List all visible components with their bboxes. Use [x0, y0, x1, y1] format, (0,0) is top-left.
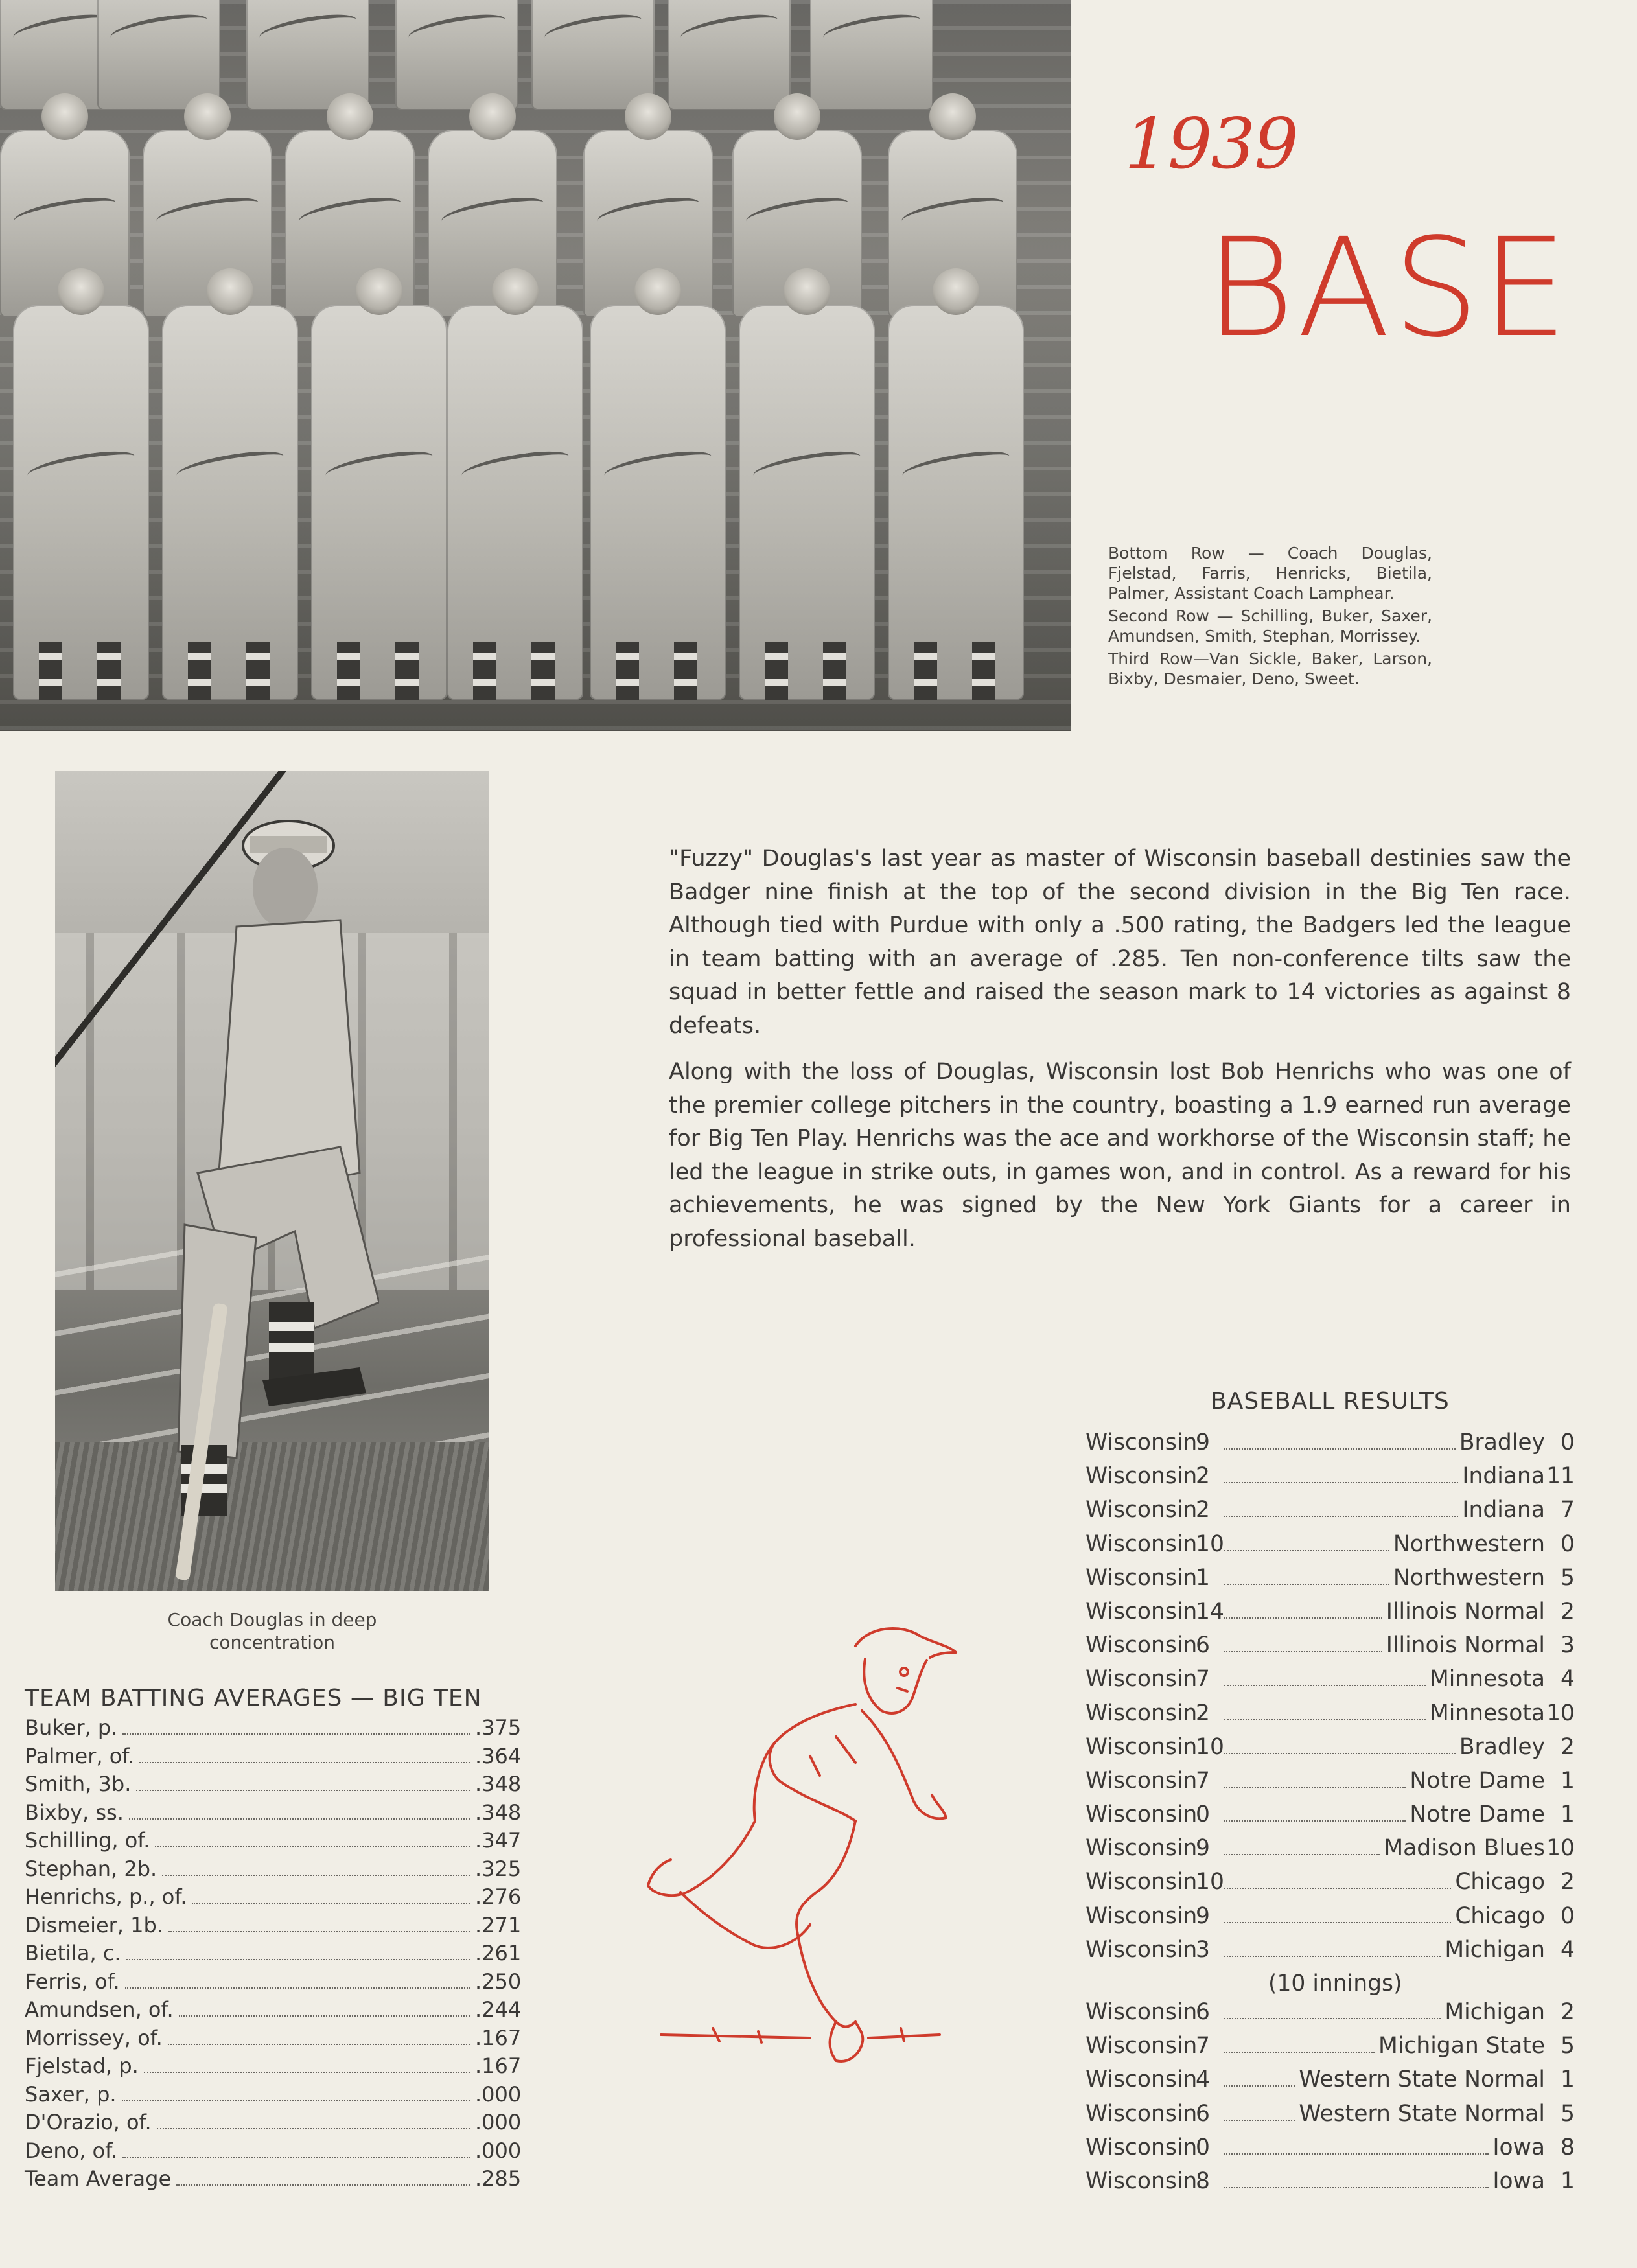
result-team-score: 0 — [1196, 1801, 1210, 1828]
player-cap — [625, 93, 671, 140]
result-team: Wisconsin — [1086, 2134, 1198, 2160]
dot-leader — [157, 2127, 470, 2129]
result-team-score: 8 — [1196, 2168, 1210, 2194]
result-opponent-score: 2 — [1561, 1999, 1575, 2025]
player-cap — [929, 93, 976, 140]
striped-sock — [674, 642, 697, 700]
player-name: Fjelstad, p. — [25, 2054, 139, 2078]
caption-second-row: Second Row — Schilling, Buker, Saxer, Amundsen, Smith, Stephan, Morrissey. — [1108, 607, 1432, 645]
result-row — [1086, 1734, 1575, 1768]
player-figure — [668, 0, 791, 110]
dot-leader — [1224, 1650, 1382, 1652]
result-opponent: Northwestern — [1393, 1531, 1545, 1557]
jersey-script — [297, 194, 402, 230]
batting-row — [25, 1857, 520, 1885]
jersey-script — [900, 447, 1011, 484]
caption-bottom-row: Bottom Row — Coach Douglas, Fjelstad, Farris, Henricks, Bietila, Palmer, Assistant Coach Lamphear. — [1108, 544, 1432, 603]
year-heading: 1939 — [1124, 104, 1297, 185]
player-cap — [184, 93, 231, 140]
dot-leader — [1224, 1887, 1451, 1889]
result-opponent-score: 10 — [1546, 1700, 1575, 1726]
player-cap — [327, 93, 373, 140]
striped-sock — [188, 642, 211, 700]
dot-leader — [179, 2015, 470, 2017]
player-cap — [784, 268, 830, 315]
jersey-script — [12, 194, 117, 230]
jersey-script — [595, 194, 701, 230]
batting-row — [25, 2110, 520, 2138]
result-team-score: 9 — [1196, 1835, 1210, 1862]
result-opponent-score: 5 — [1561, 2033, 1575, 2059]
result-team: Wisconsin — [1086, 1632, 1198, 1659]
result-opponent: Notre Dame — [1410, 1767, 1545, 1794]
jersey-script — [439, 194, 545, 230]
jersey-script — [744, 194, 850, 230]
result-team-score: 6 — [1196, 2100, 1210, 2127]
result-opponent: Minnesota — [1429, 1666, 1545, 1693]
result-team-score: 7 — [1196, 1767, 1210, 1794]
dot-leader — [136, 1789, 470, 1791]
caption-third-row: Third Row—Van Sickle, Baker, Larson, Bixby, Desmaier, Deno, Sweet. — [1108, 649, 1432, 688]
result-team: Wisconsin — [1086, 1429, 1198, 1455]
result-opponent: Madison Blues — [1384, 1835, 1545, 1862]
result-team: Wisconsin — [1086, 1903, 1198, 1929]
coach-figure — [146, 810, 379, 1529]
result-team: Wisconsin — [1086, 2033, 1198, 2059]
result-team: Wisconsin — [1086, 1835, 1198, 1862]
dot-leader — [155, 1846, 470, 1847]
result-team: Wisconsin — [1086, 1497, 1198, 1523]
result-opponent: Michigan — [1445, 1936, 1545, 1963]
result-opponent: Northwestern — [1393, 1564, 1545, 1591]
striped-sock — [616, 642, 639, 700]
result-opponent-score: 2 — [1561, 1869, 1575, 1895]
striped-sock — [972, 642, 995, 700]
dot-leader — [144, 2071, 470, 2073]
player-cap — [634, 268, 681, 315]
dot-leader — [1224, 1853, 1380, 1855]
player-cap — [492, 268, 539, 315]
result-opponent-score: 0 — [1561, 1429, 1575, 1455]
player-cap — [356, 268, 402, 315]
result-row — [1086, 1700, 1575, 1734]
dot-leader — [139, 1761, 470, 1763]
batting-average: .000 — [475, 2081, 522, 2107]
player-name: Ferris, of. — [25, 1969, 120, 1994]
player-name: Stephan, 2b. — [25, 1856, 157, 1881]
player-name: Bixby, ss. — [25, 1799, 124, 1825]
result-team-score: 6 — [1196, 1632, 1210, 1659]
result-opponent: Western State Normal — [1299, 2066, 1545, 2093]
striped-sock — [473, 642, 496, 700]
batting-average: .347 — [475, 1828, 522, 1853]
dot-leader — [1224, 1786, 1406, 1788]
result-opponent-score: 1 — [1561, 2168, 1575, 2194]
result-row — [1086, 1937, 1575, 1971]
striped-sock — [337, 642, 360, 700]
player-name: Team Average — [25, 2166, 172, 2191]
jersey-script — [542, 11, 643, 47]
result-row — [1086, 2168, 1575, 2202]
player-figure — [590, 305, 726, 700]
result-opponent-score: 8 — [1561, 2134, 1575, 2160]
result-team-score: 7 — [1196, 2033, 1210, 2059]
jersey-script — [821, 11, 922, 47]
batting-row — [25, 2026, 520, 2054]
result-opponent: Chicago — [1455, 1869, 1545, 1895]
dot-leader — [1224, 2085, 1295, 2087]
dot-leader — [122, 1733, 470, 1735]
result-opponent-score: 4 — [1561, 1666, 1575, 1693]
dot-leader — [168, 1930, 470, 1932]
result-opponent-score: 10 — [1546, 1835, 1575, 1862]
article-body — [669, 842, 1571, 1269]
batting-average: .364 — [475, 1743, 522, 1768]
result-opponent-score: 2 — [1561, 1733, 1575, 1760]
team-photo-caption — [1108, 543, 1432, 691]
player-name: Amundsen, of. — [25, 1997, 174, 2022]
player-name: Deno, of. — [25, 2138, 118, 2163]
dot-leader — [1224, 1448, 1456, 1450]
batting-average: .167 — [475, 2025, 522, 2050]
result-team: Wisconsin — [1086, 1598, 1198, 1625]
batting-average: .000 — [475, 2110, 522, 2135]
player-name: Bietila, c. — [25, 1941, 121, 1965]
player-cap — [774, 93, 820, 140]
jersey-script — [751, 447, 862, 484]
player-name: D'Orazio, of. — [25, 2110, 152, 2135]
result-team-score: 10 — [1196, 1733, 1224, 1760]
result-opponent: Indiana — [1462, 1463, 1545, 1490]
dot-leader — [122, 2156, 470, 2158]
dot-leader — [176, 2184, 470, 2186]
coach-photo-caption — [55, 1608, 489, 1654]
striped-sock — [246, 642, 270, 700]
batting-average: .000 — [475, 2138, 522, 2163]
batting-row — [25, 2054, 520, 2082]
result-row — [1086, 2033, 1575, 2066]
dot-leader — [1224, 2017, 1441, 2019]
dot-leader — [1224, 2186, 1489, 2188]
batting-average: .348 — [475, 1772, 522, 1796]
result-team-score: 6 — [1196, 1999, 1210, 2025]
batting-row — [25, 2166, 520, 2195]
result-team: Wisconsin — [1086, 1767, 1198, 1794]
result-team: Wisconsin — [1086, 1936, 1198, 1963]
player-figure — [888, 305, 1024, 700]
player-figure — [739, 305, 875, 700]
batting-row — [25, 2082, 520, 2111]
player-name: Morrissey, of. — [25, 2025, 163, 2050]
result-team-score: 10 — [1196, 1531, 1224, 1557]
batting-row — [25, 1828, 520, 1857]
result-opponent: Michigan — [1445, 1999, 1545, 2025]
result-row — [1086, 1599, 1575, 1632]
result-row — [1086, 1429, 1575, 1463]
player-cap — [41, 93, 88, 140]
result-team-score: 4 — [1196, 2066, 1210, 2093]
dot-leader — [162, 1874, 470, 1876]
dot-leader — [1224, 1617, 1382, 1619]
batting-average: .244 — [475, 1997, 522, 2022]
result-team: Wisconsin — [1086, 1666, 1198, 1693]
batting-average: .375 — [475, 1715, 522, 1740]
results-title: BASEBALL RESULTS — [1211, 1388, 1450, 1415]
dot-leader — [1224, 1921, 1451, 1923]
result-opponent-score: 1 — [1561, 2066, 1575, 2093]
result-opponent: Illinois Normal — [1386, 1632, 1545, 1659]
result-team: Wisconsin — [1086, 2100, 1198, 2127]
player-name: Henrichs, p., of. — [25, 1884, 187, 1909]
batting-row — [25, 1941, 520, 1969]
result-note: (10 innings) — [1268, 1971, 1402, 1996]
dot-leader — [1224, 1583, 1389, 1585]
dot-leader — [192, 1902, 470, 1904]
player-cap — [207, 268, 253, 315]
striped-sock — [531, 642, 555, 700]
result-opponent-score: 1 — [1561, 1801, 1575, 1828]
result-team: Wisconsin — [1086, 2066, 1198, 2093]
result-row — [1086, 1497, 1575, 1531]
section-title: BASE — [1205, 209, 1571, 367]
result-team-score: 9 — [1196, 1429, 1210, 1455]
result-team: Wisconsin — [1086, 1869, 1198, 1895]
result-opponent-score: 4 — [1561, 1936, 1575, 1963]
result-opponent: Indiana — [1462, 1497, 1545, 1523]
dot-leader — [1224, 1955, 1441, 1957]
results-table — [1086, 1429, 1575, 2202]
pitcher-sketch — [642, 1607, 1004, 2100]
jersey-script — [406, 11, 507, 47]
player-name: Dismeier, 1b. — [25, 1912, 163, 1938]
batting-table — [25, 1715, 520, 2195]
result-opponent: Illinois Normal — [1386, 1598, 1545, 1625]
dot-leader — [1224, 1549, 1389, 1551]
dot-leader — [125, 1987, 470, 1989]
player-name: Palmer, of. — [25, 1743, 135, 1768]
batting-average: .348 — [475, 1799, 522, 1825]
result-opponent: Western State Normal — [1299, 2100, 1545, 2127]
result-row — [1086, 1531, 1575, 1565]
result-team-score: 3 — [1196, 1936, 1210, 1963]
player-cap — [933, 268, 979, 315]
result-opponent: Iowa — [1492, 2168, 1545, 2194]
jersey-script — [257, 11, 358, 47]
player-name: Buker, p. — [25, 1715, 118, 1740]
dot-leader — [1224, 2119, 1295, 2121]
dot-leader — [1224, 1515, 1458, 1517]
result-team: Wisconsin — [1086, 1531, 1198, 1557]
player-name: Saxer, p. — [25, 2081, 117, 2107]
result-row — [1086, 1463, 1575, 1497]
jersey-script — [323, 447, 434, 484]
batting-row — [25, 1884, 520, 1913]
result-opponent-score: 11 — [1546, 1463, 1575, 1490]
coach-photo — [55, 771, 489, 1591]
result-opponent-score: 7 — [1561, 1497, 1575, 1523]
player-name: Schilling, of. — [25, 1828, 150, 1853]
result-team-score: 14 — [1196, 1598, 1224, 1625]
coach-caption-line-1: Coach Douglas in deep — [167, 1609, 377, 1630]
striped-sock — [39, 642, 62, 700]
result-opponent: Notre Dame — [1410, 1801, 1545, 1828]
result-opponent-score: 1 — [1561, 1767, 1575, 1794]
result-opponent: Iowa — [1492, 2134, 1545, 2160]
result-opponent-score: 2 — [1561, 1598, 1575, 1625]
batting-row — [25, 2138, 520, 2167]
result-team: Wisconsin — [1086, 1999, 1198, 2025]
striped-sock — [97, 642, 121, 700]
batting-row — [25, 1800, 520, 1829]
player-figure — [531, 0, 655, 110]
jersey-script — [900, 194, 1005, 230]
dot-leader — [1224, 1820, 1406, 1822]
striped-sock — [914, 642, 937, 700]
striped-sock — [395, 642, 419, 700]
player-figure — [810, 0, 933, 110]
batting-average: .261 — [475, 1941, 522, 1965]
result-team: Wisconsin — [1086, 2168, 1198, 2194]
result-opponent: Bradley — [1459, 1733, 1545, 1760]
result-team-score: 1 — [1196, 1564, 1210, 1591]
result-opponent: Minnesota — [1429, 1700, 1545, 1726]
batting-average: .285 — [475, 2166, 522, 2191]
result-opponent-score: 5 — [1561, 2100, 1575, 2127]
dot-leader — [1224, 1718, 1426, 1720]
player-figure — [311, 305, 447, 700]
result-team-score: 10 — [1196, 1869, 1224, 1895]
result-row — [1086, 1666, 1575, 1700]
jersey-script — [602, 447, 713, 484]
result-row — [1086, 1801, 1575, 1835]
player-name: Smith, 3b. — [25, 1772, 132, 1796]
result-team-score: 0 — [1196, 2134, 1210, 2160]
result-team-score: 7 — [1196, 1666, 1210, 1693]
result-opponent: Michigan State — [1378, 2033, 1545, 2059]
result-team: Wisconsin — [1086, 1564, 1198, 1591]
result-team: Wisconsin — [1086, 1700, 1198, 1726]
dot-leader — [1224, 1684, 1426, 1686]
batting-average: .276 — [475, 1884, 522, 1909]
result-row — [1086, 1768, 1575, 1801]
batting-average: .167 — [475, 2054, 522, 2078]
result-team-score: 2 — [1196, 1497, 1210, 1523]
dot-leader — [1224, 1481, 1458, 1483]
jersey-script — [679, 11, 779, 47]
dot-leader — [1224, 2153, 1489, 2155]
batting-average: .325 — [475, 1856, 522, 1881]
player-figure — [13, 305, 149, 700]
player-figure — [395, 0, 518, 110]
dot-leader — [1224, 1752, 1456, 1754]
dot-leader — [129, 1818, 470, 1820]
player-cap — [469, 93, 516, 140]
jersey-script — [459, 447, 570, 484]
batting-average: .250 — [475, 1969, 522, 1994]
dot-leader — [126, 1958, 470, 1960]
dot-leader — [168, 2043, 470, 2045]
batting-row — [25, 1997, 520, 2026]
result-row — [1086, 1903, 1575, 1937]
result-opponent-score: 3 — [1561, 1632, 1575, 1659]
player-figure — [447, 305, 583, 700]
jersey-script — [108, 11, 209, 47]
batting-row — [25, 1772, 520, 1800]
result-row — [1086, 1632, 1575, 1666]
batting-row — [25, 1744, 520, 1772]
dot-leader — [122, 2100, 470, 2101]
result-team-score: 2 — [1196, 1700, 1210, 1726]
result-opponent-score: 0 — [1561, 1903, 1575, 1929]
dot-leader — [1224, 2051, 1375, 2053]
team-photo — [0, 0, 1071, 731]
result-row — [1086, 1999, 1575, 2033]
player-cap — [58, 268, 104, 315]
result-opponent: Bradley — [1459, 1429, 1545, 1455]
player-figure — [162, 305, 298, 700]
striped-sock — [765, 642, 788, 700]
batting-row — [25, 1715, 520, 1744]
result-row — [1086, 1835, 1575, 1869]
batting-row — [25, 1969, 520, 1998]
result-team: Wisconsin — [1086, 1463, 1198, 1490]
batting-title: TEAM BATTING AVERAGES — BIG TEN — [25, 1685, 482, 1711]
result-row — [1086, 1869, 1575, 1903]
result-opponent: Chicago — [1455, 1903, 1545, 1929]
coach-caption-line-2: concentration — [209, 1632, 335, 1653]
striped-sock — [823, 642, 846, 700]
article-paragraph-1: "Fuzzy" Douglas's last year as master of Wisconsin baseball destinies saw the Badger nine finish at the top of the second division in the Big Ten race. Although tied with Purdue with only a .500 rating, the Badgers led the league in team batting with an average of .285. Ten non-conference tilts saw the squad in better fettle and raised the season mark to 14 victories as against 8 defeats. — [669, 846, 1571, 1039]
result-team-score: 9 — [1196, 1903, 1210, 1929]
batting-average: .271 — [475, 1912, 522, 1938]
result-opponent-score: 0 — [1561, 1531, 1575, 1557]
result-row — [1086, 2101, 1575, 2135]
jersey-script — [154, 194, 260, 230]
result-row — [1086, 2135, 1575, 2168]
result-team: Wisconsin — [1086, 1801, 1198, 1828]
result-team: Wisconsin — [1086, 1733, 1198, 1760]
article-paragraph-2: Along with the loss of Douglas, Wisconsin lost Bob Henrichs who was one of the premier college pitchers in the country, boasting a 1.9 earned run average for Big Ten Play. Henrichs was the ace and workhorse of the Wisconsin staff; he led the league in strike outs, in games won, and in control. As a reward for his achievements, he was signed by the New York Giants for a career in professional baseball. — [669, 1059, 1571, 1252]
result-row — [1086, 2066, 1575, 2100]
jersey-script — [174, 447, 285, 484]
result-team-score: 2 — [1196, 1463, 1210, 1490]
result-row — [1086, 1565, 1575, 1599]
result-opponent-score: 5 — [1561, 1564, 1575, 1591]
jersey-script — [25, 447, 136, 484]
batting-row — [25, 1913, 520, 1941]
